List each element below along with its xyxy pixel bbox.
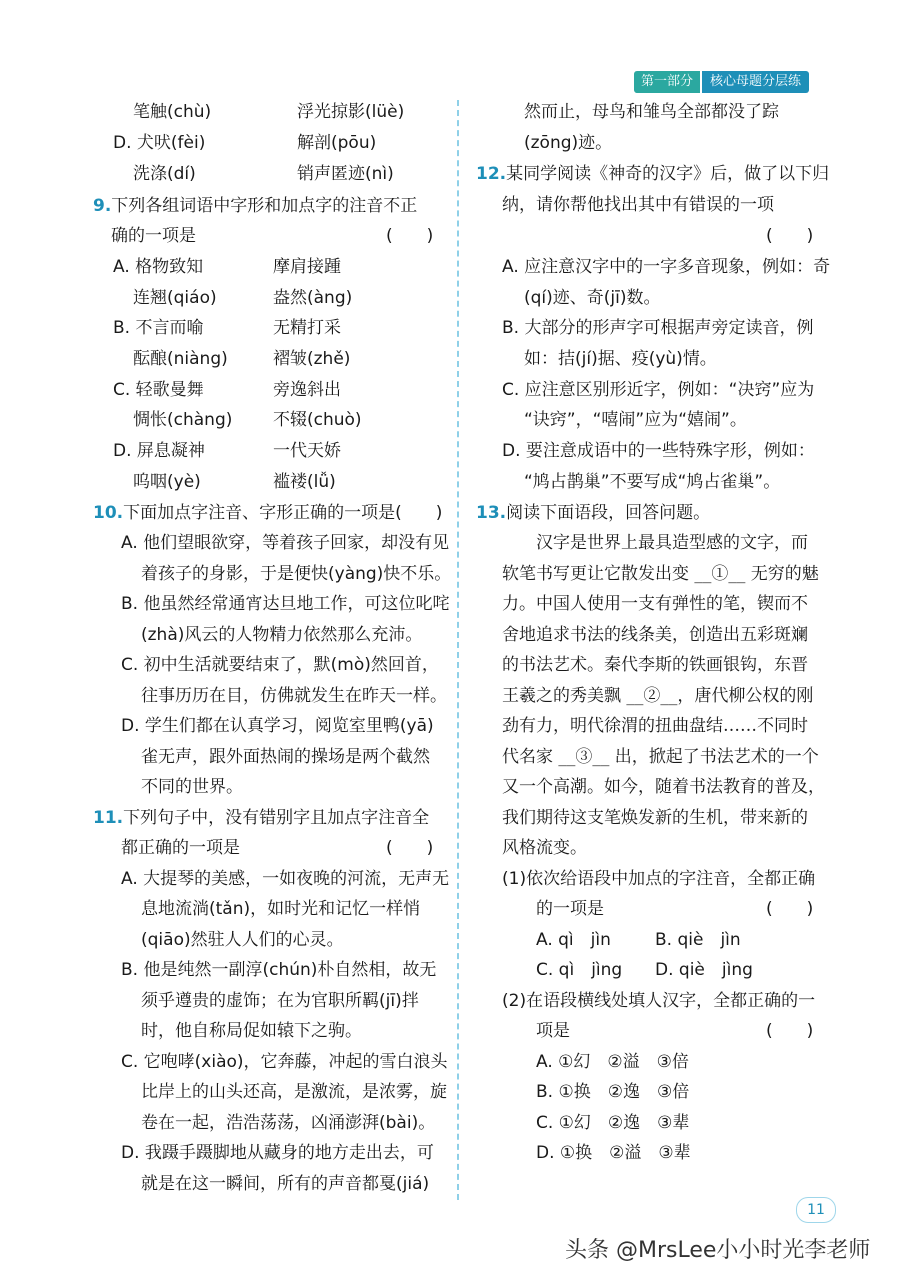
- line-text: 酝酿(niàng): [133, 349, 228, 369]
- line-text: B. 他虽然经常通宵达旦地工作，可这位叱咤: [121, 594, 450, 614]
- line-text: 阅读下面语段，回答问题。: [506, 503, 711, 523]
- question-number: 10.: [93, 503, 124, 523]
- right-line: [536, 928, 611, 952]
- line-text: 代名家 __③__ 出，掀起了书法艺术的一个: [502, 747, 819, 767]
- line-text: 我们期待这支笔焕发新的生机，带来新的: [502, 808, 808, 828]
- line-text: A. 应注意汉字中的一字多音现象，例如：奇: [502, 257, 831, 277]
- right-line: [524, 408, 747, 432]
- left-line: [141, 562, 451, 586]
- right-line: [502, 439, 815, 463]
- right-line: [502, 836, 587, 860]
- line-text: (qí)迹、奇(jī)数。: [524, 288, 661, 308]
- right-line: [524, 100, 779, 124]
- line-text: 不同的世界。: [141, 777, 243, 797]
- left-line: [113, 378, 204, 402]
- line-text: D. 学生们都在认真学习，阅览室里鸭(yā): [121, 716, 434, 736]
- right-line: [502, 562, 819, 586]
- line-text: A. ①幻 ②溢 ③倍: [536, 1052, 689, 1072]
- left-line: [93, 194, 417, 218]
- right-line: [476, 162, 829, 186]
- line-text: (zōng)迹。: [524, 133, 613, 153]
- line-text: A. 大提琴的美感，一如夜晚的河流，无声无: [121, 869, 450, 889]
- line-text: A. 格物致知: [113, 257, 204, 277]
- left-line: [133, 347, 228, 371]
- left-line: [273, 255, 341, 279]
- line-text: 汉字是世界上最具造型感的文字，而: [536, 533, 808, 553]
- line-text: “诀窍”，“嘻闹”应为“嬉闹”。: [524, 410, 747, 430]
- line-text: 褶皱(zhě): [273, 349, 351, 369]
- line-text: 解剖(pōu): [297, 133, 377, 153]
- line-text: 须乎遵贵的虚饰；在为官职所羁(jī)拌: [141, 991, 419, 1011]
- right-line: [536, 1111, 689, 1135]
- line-text: 纳，请你帮他找出其中有错误的一项: [502, 195, 774, 215]
- left-line: [121, 653, 439, 677]
- line-text: A. 他们望眼欲穿，等着孩子回家，却没有见: [121, 533, 450, 553]
- right-line: [502, 684, 813, 708]
- left-line: [141, 897, 420, 921]
- line-text: D. 我蹑手蹑脚地从藏身的地方走出去，可: [121, 1143, 434, 1163]
- right-line: [766, 224, 813, 248]
- right-line: [536, 1080, 689, 1104]
- line-text: ( ): [386, 226, 434, 246]
- line-text: A. qì jìn: [536, 930, 611, 950]
- left-line: [121, 836, 240, 860]
- line-text: 确的一项是: [111, 226, 196, 246]
- right-line: [766, 1019, 813, 1043]
- left-line: [93, 806, 429, 830]
- right-line: [502, 867, 815, 891]
- line-text: 摩肩接踵: [273, 257, 341, 277]
- column-divider: [457, 100, 459, 1200]
- right-line: [502, 378, 814, 402]
- line-text: 就是在这一瞬间，所有的声音都戛(jiá): [141, 1174, 430, 1194]
- left-line: [273, 378, 341, 402]
- line-text: 呜咽(yè): [133, 472, 201, 492]
- line-text: 无精打采: [273, 318, 341, 338]
- left-line: [141, 1080, 447, 1104]
- line-text: (qiāo)然驻人人们的心灵。: [141, 930, 344, 950]
- right-line: [536, 958, 622, 982]
- line-text: B. ①换 ②逸 ③倍: [536, 1082, 690, 1102]
- line-text: D. ①换 ②溢 ③辈: [536, 1143, 691, 1163]
- left-line: [133, 100, 211, 124]
- left-line: [121, 714, 434, 738]
- right-line: [502, 193, 774, 217]
- line-text: 洗涤(dí): [133, 164, 196, 184]
- line-text: ( ): [766, 1021, 814, 1041]
- line-text: 时，他自称局促如辕下之驹。: [141, 1021, 362, 1041]
- question-number: 11.: [93, 808, 124, 828]
- left-line: [386, 836, 433, 860]
- line-text: 旁逸斜出: [273, 380, 341, 400]
- left-line: [141, 745, 430, 769]
- right-line: [536, 897, 604, 921]
- line-text: 不辍(chuò): [273, 410, 362, 430]
- right-line: [502, 592, 808, 616]
- part-label: 第一部分: [634, 71, 700, 93]
- right-line: [524, 131, 612, 155]
- left-line: [121, 1141, 434, 1165]
- line-text: C. ①幻 ②逸 ③辈: [536, 1113, 690, 1133]
- left-line: [273, 347, 350, 371]
- line-text: 某同学阅读《神奇的汉字》后，做了以下归: [506, 164, 830, 184]
- line-text: 笔触(chù): [133, 102, 212, 122]
- line-text: 浮光掠影(lüè): [297, 102, 405, 122]
- left-line: [113, 131, 205, 155]
- left-line: [133, 162, 196, 186]
- left-line: [141, 1019, 362, 1043]
- line-text: C. 应注意区别形近字，例如：“决窍”应为: [502, 380, 815, 400]
- watermark-text: 头条 @MrsLee小小时光李老师: [565, 1238, 871, 1263]
- line-text: B. qiè jìn: [655, 930, 741, 950]
- line-text: C. 它咆哮(xiào)，它奔藤，冲起的雪白浪头: [121, 1052, 448, 1072]
- line-text: C. qì jìng: [536, 960, 623, 980]
- right-line: [502, 989, 815, 1013]
- line-text: 雀无声，跟外面热闹的操场是两个截然: [141, 747, 430, 767]
- line-text: 王羲之的秀美飘 __②__，唐代柳公权的刚: [502, 686, 814, 706]
- right-line: [502, 745, 819, 769]
- line-text: D. qiè jìng: [655, 960, 753, 980]
- line-text: 然而止，母鸟和雏鸟全部都没了踪: [524, 102, 779, 122]
- line-text: 比岸上的山头还高，是激流，是浓雾，旋: [141, 1082, 447, 1102]
- left-line: [121, 531, 449, 555]
- left-line: [141, 775, 243, 799]
- line-text: 连翘(qiáo): [133, 288, 217, 308]
- question-number: 9.: [93, 196, 112, 216]
- left-line: [133, 470, 201, 494]
- line-text: ( ): [386, 838, 434, 858]
- line-text: 销声匿迹(nì): [297, 164, 394, 184]
- line-text: 的书法艺术。秦代李斯的铁画银钩，东晋: [502, 655, 808, 675]
- line-text: (1)依次给语段中加点的字注音，全都正确: [502, 869, 816, 889]
- line-text: 褴褛(lǚ): [273, 472, 336, 492]
- line-text: 都正确的一项是: [121, 838, 240, 858]
- left-line: [133, 408, 232, 432]
- right-line: [536, 1050, 689, 1074]
- left-line: [121, 1050, 448, 1074]
- left-line: [141, 1111, 435, 1135]
- line-text: 力。中国人使用一支有弹性的笔，锲而不: [502, 594, 808, 614]
- right-line: [502, 316, 813, 340]
- line-text: (2)在语段横线处填人汉字，全都正确的一: [502, 991, 816, 1011]
- left-line: [93, 501, 442, 525]
- line-text: B. 不言而喻: [113, 318, 204, 338]
- left-line: [273, 439, 341, 463]
- left-line: [121, 958, 436, 982]
- line-text: B. 他是纯然一副淳(chún)朴自然相，故无: [121, 960, 437, 980]
- right-line: [502, 255, 830, 279]
- section-label: 核心母题分层练: [702, 71, 809, 93]
- page-number: 11: [796, 1197, 836, 1223]
- line-text: 盎然(àng): [273, 288, 353, 308]
- left-line: [273, 286, 352, 310]
- line-text: “鸠占鹊巢”不要写成“鸠占雀巢”。: [524, 472, 781, 492]
- left-line: [273, 316, 341, 340]
- line-text: 卷在一起，浩浩荡荡，凶涌澎湃(bài)。: [141, 1113, 436, 1133]
- right-line: [524, 286, 661, 310]
- question-number: 12.: [476, 164, 507, 184]
- line-text: 往事历历在目，仿佛就发生在昨天一样。: [141, 686, 447, 706]
- left-line: [297, 131, 376, 155]
- line-text: D. 屏息凝神: [113, 441, 205, 461]
- left-line: [141, 1172, 429, 1196]
- line-text: 的一项是: [536, 899, 604, 919]
- line-text: 一代天娇: [273, 441, 341, 461]
- left-line: [141, 989, 419, 1013]
- left-line: [121, 867, 449, 891]
- right-line: [502, 714, 808, 738]
- left-line: [273, 408, 362, 432]
- line-text: 风格流变。: [502, 838, 587, 858]
- line-text: D. 犬吠(fèi): [113, 133, 206, 153]
- left-line: [141, 684, 447, 708]
- right-line: [476, 501, 710, 525]
- left-line: [133, 286, 217, 310]
- line-text: 下面加点字注音、字形正确的一项是( ): [123, 503, 443, 523]
- line-text: 着孩子的身影，于是便快(yàng)快不乐。: [141, 564, 452, 584]
- right-line: [536, 1141, 691, 1165]
- section-header: [634, 71, 809, 93]
- line-text: 劲有力，明代徐渭的扭曲盘结……不同时: [502, 716, 808, 736]
- right-line: [536, 1019, 570, 1043]
- left-line: [113, 255, 203, 279]
- right-line: [524, 470, 780, 494]
- line-text: ( ): [766, 226, 814, 246]
- line-text: C. 初中生活就要结束了，默(mò)然回首，: [121, 655, 439, 675]
- right-line: [502, 623, 808, 647]
- line-text: (zhà)风云的人物精力依然那么充沛。: [141, 625, 423, 645]
- left-line: [113, 316, 203, 340]
- line-text: 如：拮(jí)据、疫(yù)情。: [524, 349, 717, 369]
- line-text: C. 轻歌曼舞: [113, 380, 204, 400]
- line-text: 惆怅(chàng): [133, 410, 233, 430]
- right-line: [766, 897, 813, 921]
- line-text: 舍地追求书法的线条美，创造出五彩斑斓: [502, 625, 808, 645]
- left-line: [113, 439, 205, 463]
- right-line: [655, 958, 753, 982]
- left-line: [297, 100, 404, 124]
- line-text: D. 要注意成语中的一些特殊字形，例如：: [502, 441, 815, 461]
- line-text: 息地流淌(tǎn)，如时光和记忆一样悄: [141, 899, 421, 919]
- left-line: [273, 470, 336, 494]
- right-line: [502, 806, 808, 830]
- question-number: 13.: [476, 503, 507, 523]
- left-line: [141, 623, 422, 647]
- left-line: [111, 224, 196, 248]
- left-line: [141, 928, 344, 952]
- line-text: 下列句子中，没有错别字且加点字注音全: [123, 808, 430, 828]
- line-text: ( ): [766, 899, 814, 919]
- right-line: [536, 531, 808, 555]
- line-text: 项是: [536, 1021, 570, 1041]
- line-text: 软笔书写更让它散发出变 __①__ 无穷的魅: [502, 564, 819, 584]
- left-line: [297, 162, 394, 186]
- right-line: [502, 775, 825, 799]
- left-line: [121, 592, 449, 616]
- line-text: 下列各组词语中字形和加点字的注音不正: [111, 196, 418, 216]
- right-line: [524, 347, 717, 371]
- right-line: [502, 653, 808, 677]
- left-line: [386, 224, 433, 248]
- line-text: B. 大部分的形声字可根据声旁定读音，例: [502, 318, 814, 338]
- right-line: [655, 928, 741, 952]
- line-text: 又一个高潮。如今，随着书法教育的普及，: [502, 777, 825, 797]
